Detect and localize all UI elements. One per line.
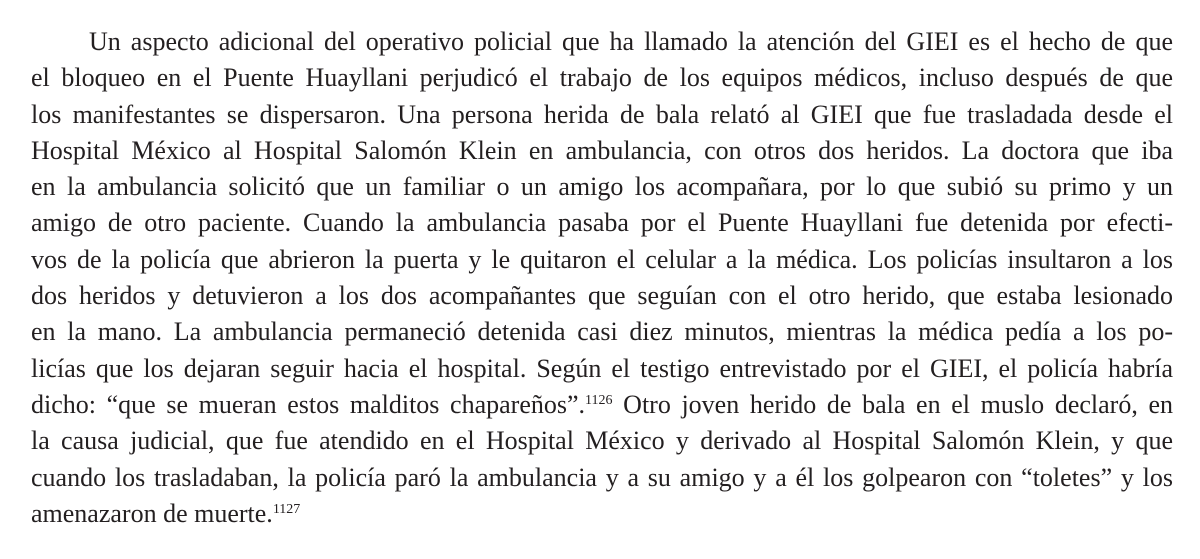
footnote-marker[interactable]: 1126 [585,392,613,408]
paragraph-line: el bloqueo en el Puente Huayllani perjudicó el trabajo de los equipos médicos, incluso después de que [31,63,1173,93]
paragraph-line: dos heridos y detuvieron a los dos acompañantes que seguían con el otro herido, que estaba lesionado [31,281,1173,311]
paragraph-line: en la mano. La ambulancia permaneció detenida casi diez minutos, mientras la médica pedía a los po- [31,317,1173,347]
footnote-marker[interactable]: 1127 [272,501,301,517]
paragraph-line: cuando los trasladaban, la policía paró la ambulancia y a su amigo y a él los golpearon con “toletes” y los [31,462,1173,492]
document-page [31,24,1173,532]
paragraph-line: amigo de otro paciente. Cuando la ambulancia pasaba por el Puente Huayllani fue detenida por efecti- [31,208,1173,238]
line-text: dicho: “que se mueran estos malditos chapareños”. [31,389,586,419]
paragraph-line [31,387,1173,423]
paragraph-line: vos de la policía que abrieron la puerta y le quitaron el celular a la médica. Los policías insultaron a los [31,244,1173,274]
line-text: Otro joven herido de bala en el muslo declaró, en [612,389,1173,419]
paragraph-line: Un aspecto adicional del operativo policial que ha llamado la atención del GIEI es el hecho de que [89,27,1173,56]
paragraph-line [31,496,1173,532]
paragraph-line: los manifestantes se dispersaron. Una persona herida de bala relató al GIEI que fue trasladada desde el [31,99,1173,129]
paragraph-line: en la ambulancia solicitó que un familiar o un amigo los acompañara, por lo que subió su primo y un [31,172,1173,202]
paragraph-line: Hospital México al Hospital Salomón Klein en ambulancia, con otros dos heridos. La doctora que iba [31,135,1173,165]
paragraph-line: la causa judicial, que fue atendido en el Hospital México y derivado al Hospital Salomón Klein, y que [31,426,1173,456]
paragraph-line: licías que los dejaran seguir hacia el hospital. Según el testigo entrevistado por el GIEI, el policía habría [31,353,1173,383]
line-text: amenazaron de muerte. [31,498,273,528]
